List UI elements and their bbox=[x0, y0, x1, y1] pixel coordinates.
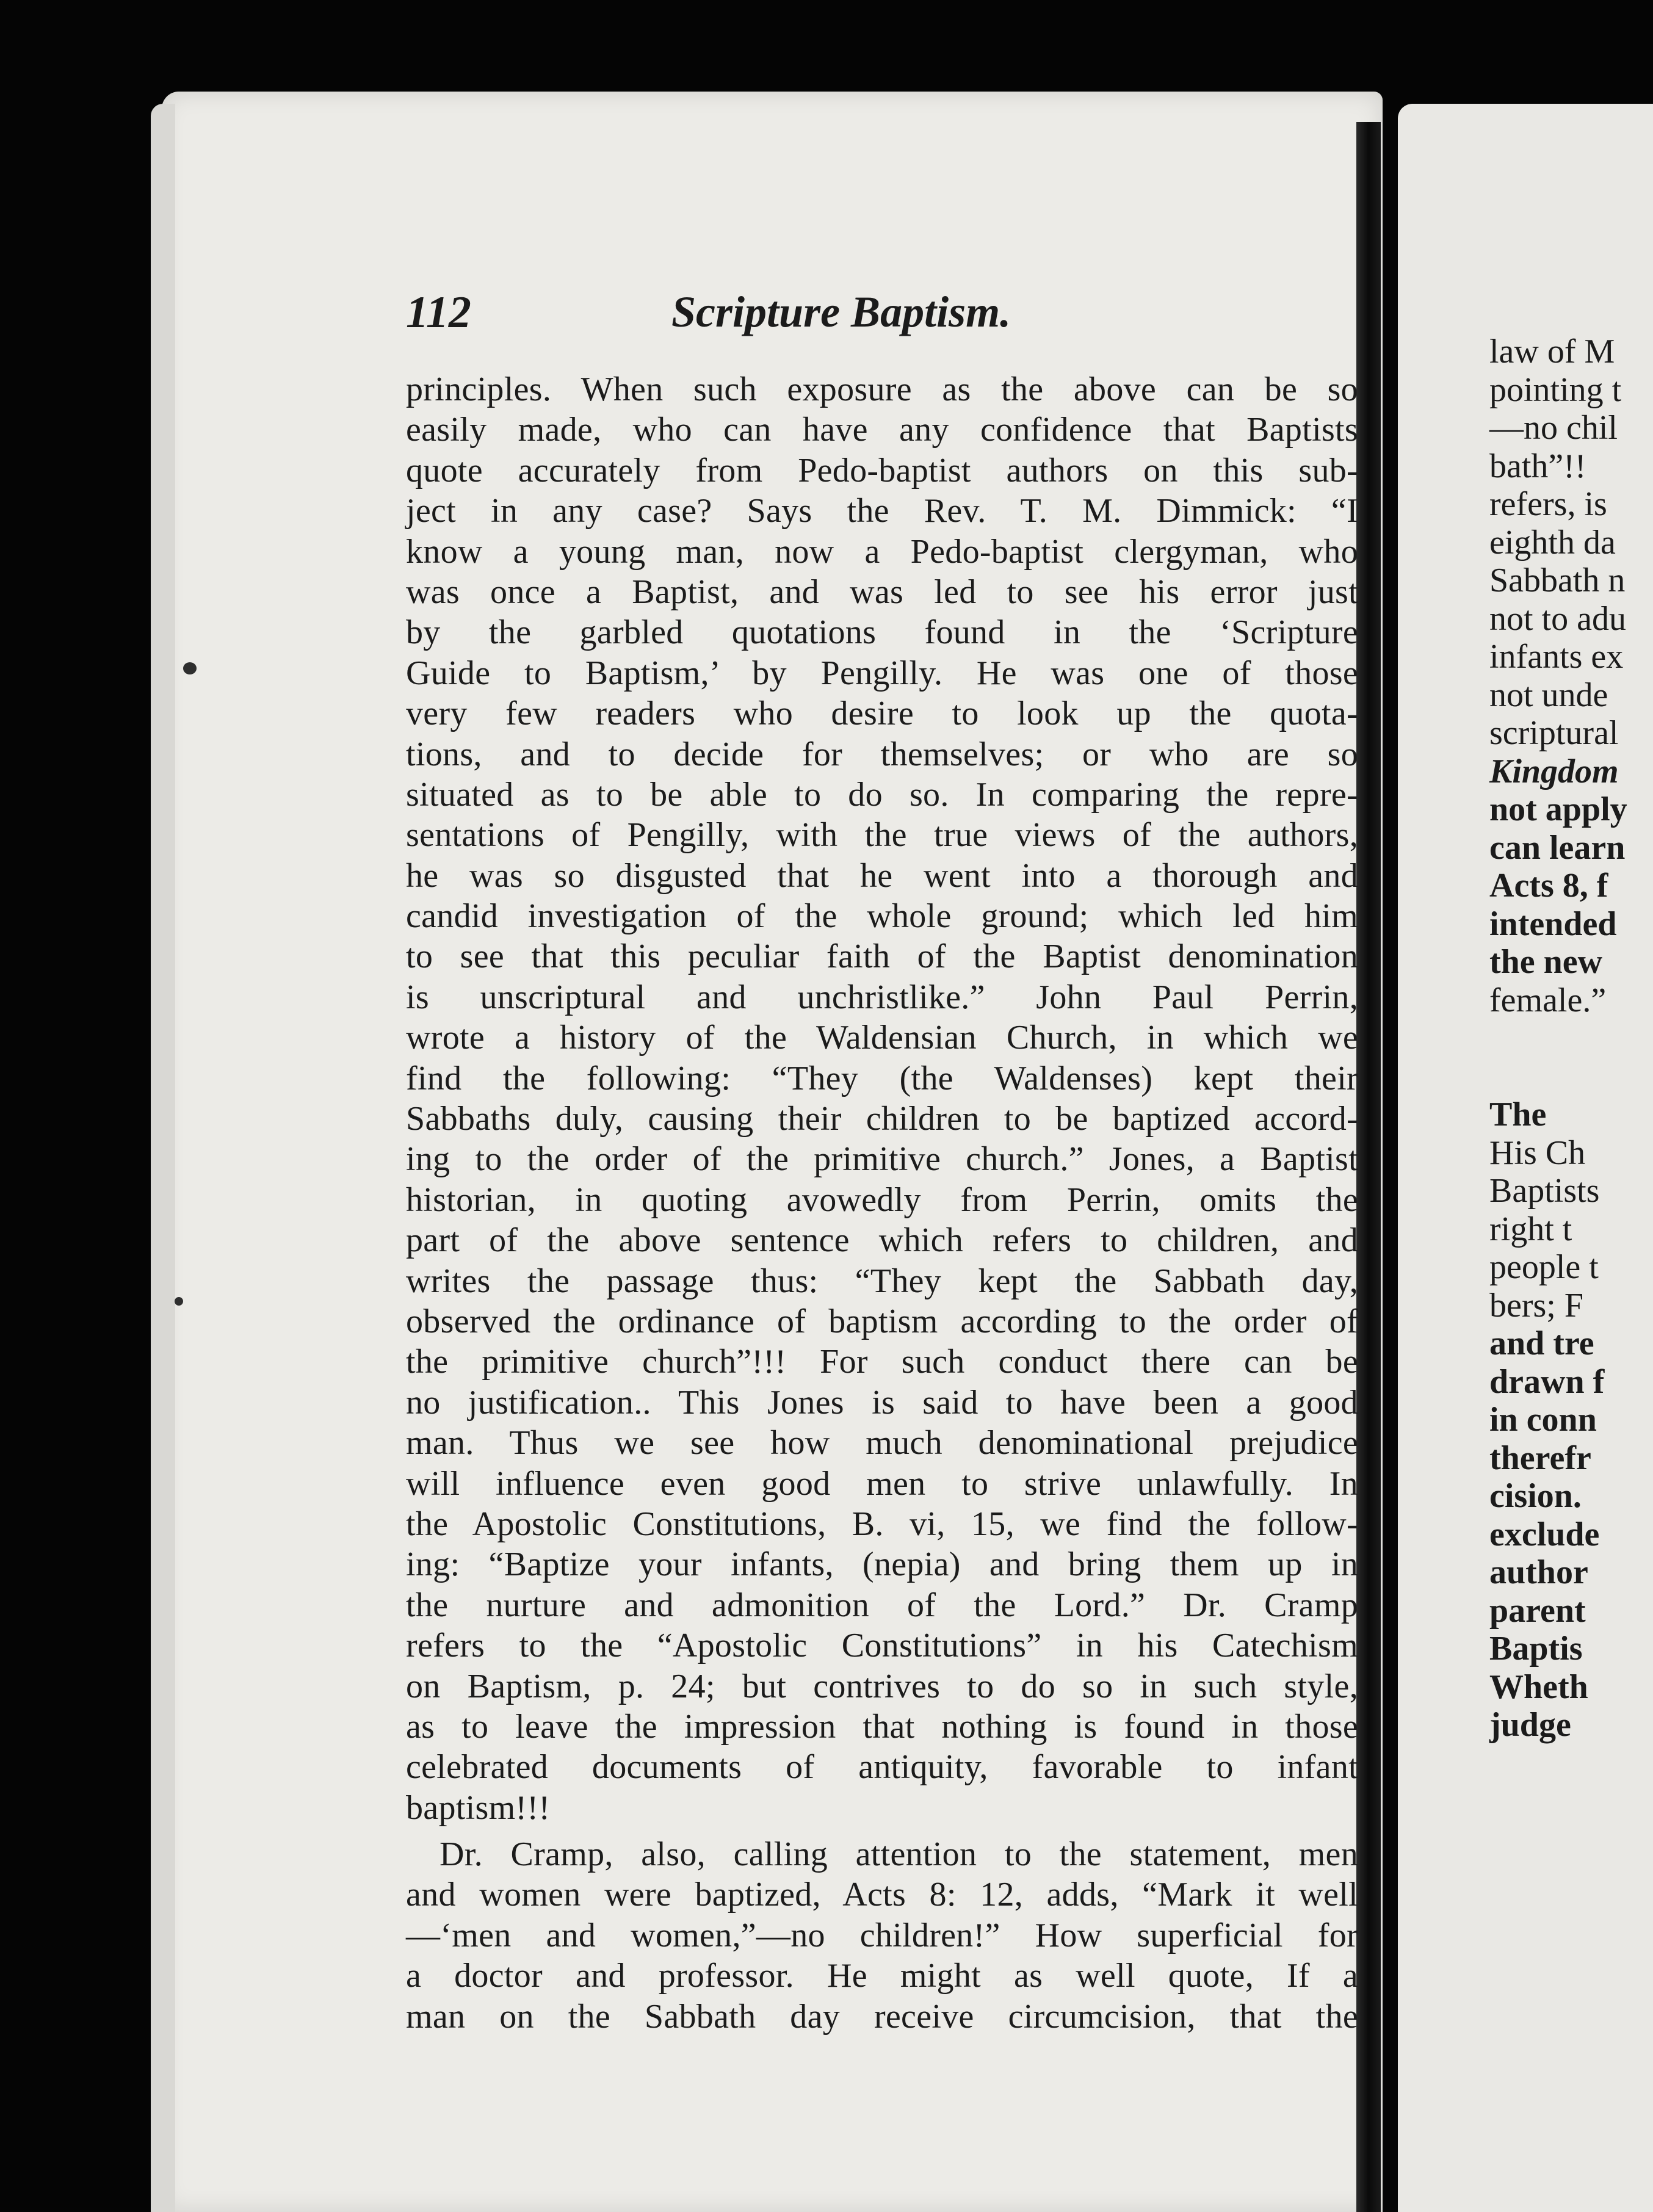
text-line: find the following: “They (the Waldenses) kept their bbox=[406, 1059, 1358, 1097]
text-line: celebrated documents of antiquity, favorable to infant bbox=[406, 1748, 1358, 1787]
text-line: —‘men and women,”—no children!” How superficial for bbox=[406, 1916, 1358, 1954]
right-text-line: pointing t bbox=[1489, 370, 1622, 409]
right-text-line: bers; F bbox=[1489, 1286, 1583, 1325]
text-line: part of the above sentence which refers to children, and bbox=[406, 1221, 1358, 1260]
right-text-line: bath”!! bbox=[1489, 447, 1586, 485]
right-text-line: and tre bbox=[1489, 1325, 1594, 1362]
right-text-line: intended bbox=[1489, 905, 1617, 943]
text-line: quote accurately from Pedo-baptist authors on this sub- bbox=[406, 451, 1358, 490]
right-text-line: not to adu bbox=[1489, 599, 1626, 638]
right-text-line: Baptis bbox=[1489, 1630, 1583, 1668]
paragraph-gap bbox=[1489, 1019, 1653, 1096]
paragraph-gap bbox=[406, 1828, 1358, 1834]
text-line: is unscriptural and unchristlike.” John Paul Perrin, bbox=[406, 978, 1358, 1016]
text-line: Guide to Baptism,’ by Pengilly. He was one of those bbox=[406, 654, 1358, 692]
text-line: sentations of Pengilly, with the true views of the authors, bbox=[406, 816, 1358, 855]
right-text-line: infants ex bbox=[1489, 638, 1624, 676]
right-text-line: judge bbox=[1489, 1706, 1571, 1744]
text-line: will influence even good men to strive unlawfully. In bbox=[406, 1464, 1358, 1503]
text-line: the nurture and admonition of the Lord.” Dr. Cramp bbox=[406, 1586, 1358, 1624]
text-line: as to leave the impression that nothing is found in those bbox=[406, 1707, 1358, 1746]
text-line: tions, and to decide for themselves; or who are so bbox=[406, 735, 1358, 773]
text-line: ject in any case? Says the Rev. T. M. Dimmick: “I bbox=[406, 492, 1358, 530]
text-line: on Baptism, p. 24; but contrives to do so in such style, bbox=[406, 1667, 1358, 1705]
left-page-body-text bbox=[406, 369, 1358, 2037]
right-text-line: His Ch bbox=[1489, 1133, 1586, 1172]
right-text-line: —no chil bbox=[1489, 409, 1618, 447]
ink-speck bbox=[183, 662, 197, 674]
text-line: know a young man, now a Pedo-baptist clergyman, who bbox=[406, 532, 1358, 571]
text-line: historian, in quoting avowedly from Perrin, omits the bbox=[406, 1180, 1358, 1219]
right-text-line: eighth da bbox=[1489, 523, 1616, 562]
text-line: ing: “Baptize your infants, (nepia) and bring them up in bbox=[406, 1545, 1358, 1584]
text-line: the Apostolic Constitutions, B. vi, 15, we find the follow- bbox=[406, 1505, 1358, 1543]
right-text-line: scriptural bbox=[1489, 714, 1619, 752]
right-text-line: author bbox=[1489, 1553, 1588, 1591]
right-text-line: exclude bbox=[1489, 1515, 1600, 1553]
right-text-line: not apply bbox=[1489, 790, 1627, 828]
text-line: Sabbaths duly, causing their children to be baptized accord- bbox=[406, 1100, 1358, 1138]
text-line: the primitive church”!!! For such conduct there can be bbox=[406, 1343, 1358, 1381]
text-line: wrote a history of the Waldensian Church, in which we bbox=[406, 1019, 1358, 1057]
text-line: refers to the “Apostolic Constitutions” in his Catechism bbox=[406, 1627, 1358, 1665]
text-line: man. Thus we see how much denominational prejudice bbox=[406, 1424, 1358, 1462]
page-number: 112 bbox=[406, 287, 471, 338]
right-text-line: the new bbox=[1489, 943, 1603, 981]
text-line: baptism!!! bbox=[406, 1788, 551, 1827]
right-text-line: people t bbox=[1489, 1248, 1599, 1286]
text-line: situated as to be able to do so. In comparing the repre- bbox=[406, 775, 1358, 814]
right-text-line: not unde bbox=[1489, 676, 1608, 714]
right-page-body-text bbox=[1489, 333, 1653, 1744]
right-text-line: drawn f bbox=[1489, 1362, 1605, 1401]
right-text-line: therefr bbox=[1489, 1439, 1591, 1477]
text-line: candid investigation of the whole ground; which led him bbox=[406, 897, 1358, 936]
text-line: he was so disgusted that he went into a thorough and bbox=[406, 856, 1358, 895]
text-line: to see that this peculiar faith of the Baptist denomination bbox=[406, 938, 1358, 976]
right-text-line: Baptists bbox=[1489, 1172, 1600, 1210]
ink-speck bbox=[175, 1297, 183, 1306]
right-text-line: law of M bbox=[1489, 333, 1615, 370]
right-text-line: cision. bbox=[1489, 1477, 1582, 1515]
book-gutter bbox=[1356, 122, 1381, 2212]
text-line: writes the passage thus: “They kept the Sabbath day, bbox=[406, 1262, 1358, 1300]
text-line: no justification.. This Jones is said to have been a good bbox=[406, 1383, 1358, 1422]
right-text-line: refers, is bbox=[1489, 485, 1607, 523]
text-line: and women were baptized, Acts 8: 12, adds, “Mark it well bbox=[406, 1876, 1358, 1914]
right-text-line: Kingdom bbox=[1489, 752, 1619, 790]
text-line: principles. When such exposure as the above can be so bbox=[406, 370, 1358, 408]
text-line: observed the ordinance of baptism according to the order of bbox=[406, 1302, 1358, 1340]
text-line: man on the Sabbath day receive circumcision, that the bbox=[406, 1997, 1358, 2036]
right-text-line: Wheth bbox=[1489, 1668, 1588, 1706]
running-title: Scripture Baptism. bbox=[671, 287, 1011, 336]
right-text-line: Sabbath n bbox=[1489, 562, 1626, 599]
text-line: easily made, who can have any confidence that Baptists bbox=[406, 411, 1358, 449]
text-line: was once a Baptist, and was led to see his error just bbox=[406, 573, 1358, 611]
text-line: Dr. Cramp, also, calling attention to the statement, men bbox=[439, 1835, 1358, 1874]
right-text-line: female.” bbox=[1489, 981, 1607, 1019]
text-line: very few readers who desire to look up the quota- bbox=[406, 695, 1358, 733]
page-header bbox=[406, 287, 1370, 354]
text-line: a doctor and professor. He might as well quote, If a bbox=[406, 1957, 1358, 1995]
right-text-line: right t bbox=[1489, 1210, 1572, 1248]
right-text-line: can learn bbox=[1489, 828, 1626, 867]
right-text-line: in conn bbox=[1489, 1401, 1597, 1439]
text-line: by the garbled quotations found in the ‘Scripture bbox=[406, 613, 1358, 652]
right-text-line: The bbox=[1489, 1096, 1547, 1133]
right-text-line: Acts 8, f bbox=[1489, 867, 1608, 905]
right-text-line: parent bbox=[1489, 1591, 1586, 1630]
text-line: ing to the order of the primitive church.” Jones, a Baptist bbox=[406, 1140, 1358, 1179]
